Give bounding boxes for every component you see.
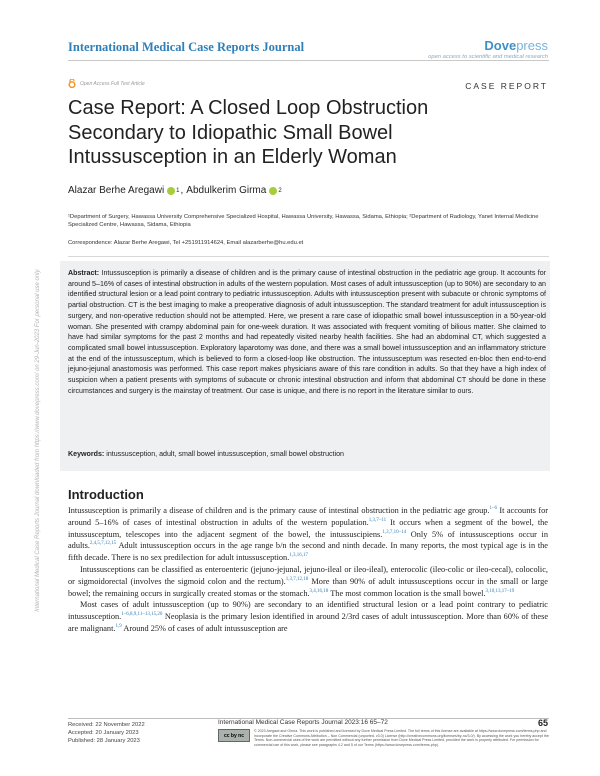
citation-link[interactable]: 1,3,7,10–14 xyxy=(382,529,407,535)
publisher-name-light: press xyxy=(516,38,548,53)
author-list xyxy=(68,185,282,196)
publisher-logo[interactable] xyxy=(428,38,548,60)
header-divider xyxy=(68,60,549,61)
author-1-affiliation: 1 xyxy=(176,187,180,194)
citation-link[interactable]: 1,9 xyxy=(115,624,122,630)
abstract-body: Intussusception is primarily a disease of children and is the primary cause of intestinal obstruction in the pediatric age group. It accounts for around 5–16% of cases of intestinal obstruction in adults of the western population. Most cases of adult intussusception (up to 90%) are secondary to an identified structural lesion or a lead point contrary to pediatric intussusception. Adults with intussusception present with subacute or chronic symptoms of partial obstruction. CT is the best imaging to make a preoperative diagnosis of adult intussusception. The standard treatment for adult intussusception is surgery, and non-operative reduction should not be attempted. Here, we present a rare case of idiopathic small bowel intussusception in a 50-year-old woman. She presented with crampy abdominal pain for one-week duration. It was associated with frequent vomiting of bilious matter. She claimed to have had similar symptoms for the past 2 months and had repeatedly visited nearby health facilities. She had an abdominal CT, which suggested a complicated small bowel intussusception. Exploratory laparotomy was done, and there was a small bowel intussusception and an inflammatory stricture at the end of the intussusceptum, which is believed to form a closed-loop like obstruction. The intussusceptum was resected en-bloc then end-to-end jejuno-jejunal anastomosis was performed. This case report makes physicians aware of this rare condition in adults. So that they have a high index of suspicion when a patient presents with symptoms of subacute or chronic intestinal obstruction and inform that abdominal CT should be done in these circumstances and surgery is the mainstay of treatment. Our case is unique, and there is no report in the literature similar to ours. xyxy=(68,269,546,395)
affiliation-divider xyxy=(68,256,549,257)
section-heading-introduction: Introduction xyxy=(68,487,144,502)
author-1-name[interactable]: Alazar Berhe Aregawi xyxy=(68,185,165,196)
license-text: © 2023 Aregawi and Girma. This work is published and licensed by Dove Medical Press Limited. The full terms of this license are available at https://www.dovepress.com/terms.php and incorporate the Creative Commons Attribution – Non Commercial (unported, v3.0) License (http://creativecommons.org/licenses/by-nc/3.0/). By accessing the work you hereby accept the Terms. Non-commercial uses of the work are permitted without any further permission from Dove Medical Press Limited, provided the work is properly attributed. For permission for commercial use of this work, please see paragraphs 4.2 and 5 of our Terms (https://www.dovepress.com/terms.php). xyxy=(254,729,549,747)
paragraph: Intussusception is primarily a disease of children and is the primary cause of intestinal obstruction in the pediatric age group.$^{1-6}$ It accounts for around 5–16% of cases of intestinal obstruction in adults of the western population.$^{1,3,7-11}$ It occurs when a segment of the bowel, the intussusceptum, telescopes into the adjacent segment of the bowel, the intussuscipiens.$^{1,3,7,10-14}$ Only 5% of intussusceptions occur in adults.$^{2,4,5,7,12,15}$ Adult intussusception occurs in the age range b/n the second and ninth decade. In many reports, the most typical age is in the fifth decade. There is no sex predilection for adult intussusception.$^{1,3,16,17}$ xyxy=(68,506,548,563)
keywords-list: intussusception, adult, small bowel intussusception, small bowel obstruction xyxy=(104,450,344,458)
keywords xyxy=(68,450,546,458)
abstract-label: Abstract: xyxy=(68,269,100,277)
publication-dates xyxy=(68,721,145,746)
open-access-badge xyxy=(68,79,145,88)
published-date: Published: 28 January 2023 xyxy=(68,738,140,745)
citation-link[interactable]: 1–6 xyxy=(489,506,497,512)
open-access-icon xyxy=(68,79,76,88)
citation-link[interactable]: 2,4,5,7,12,15 xyxy=(89,541,117,547)
abstract xyxy=(68,268,546,396)
affiliations: ¹Department of Surgery, Hawassa University Comprehensive Specialized Hospital, Hawassa University, Hawassa, Sidama, Ethiopia; ²Department of Radiology, Yanet Internal Medicine Specialized Centre, Hawassa, Sidama, Ethiopia xyxy=(68,214,539,228)
download-watermark: International Medical Case Reports Journal downloaded from https://www.dovepress.com/ on 29-Jun-2023 For personal use only. xyxy=(35,268,41,612)
paragraph: Intussusceptions can be classified as enteroenteric (jejuno-jejunal, jejuno-ileal or ileo-ileal), enterocolic (ileo-colic or ileo-cecal), colocolic, or sigmoidorectal (involves the sigmoid colon and the rectum).$^{1,3,7,12,18}$ More than 90% of adult intussusceptions occur in the small or large bowel; the remaining occurs in surgically created stomas or the stomach.$^{3,4,16,18}$ The most common location is the small bowel.$^{3,10,13,17-19}$ xyxy=(68,564,548,598)
citation-link[interactable]: 1,3,7,12,18 xyxy=(285,577,309,583)
open-access-label: Open Access Full Text Article xyxy=(80,80,145,87)
paragraph: Most cases of adult intussusception (up to 90%) are secondary to an identified structural lesion or a lead point contrary to pediatric intussusception.$^{1-6,8,9,11-13,15,20}$ Neoplasia is the primary lesion identified in around 2/3rd cases of adult intussusception. More than 60% of these are malignant.$^{1,9}$ Around 25% of cases of adult intussusception are xyxy=(68,600,548,633)
keywords-label: Keywords: xyxy=(68,450,105,458)
orcid-icon[interactable] xyxy=(167,187,175,195)
introduction-body xyxy=(68,505,548,635)
footer-citation: International Medical Case Reports Journal 2023:16 65–72 xyxy=(218,719,388,726)
page-number: 65 xyxy=(537,718,548,728)
correspondence: Correspondence: Alazar Berhe Aregawi, Tel +251911914624, Email alazarberhe@hu.edu.et xyxy=(68,240,304,246)
accepted-date: Accepted: 20 January 2023 xyxy=(68,730,139,737)
article-type-label: CASE REPORT xyxy=(465,81,548,91)
author-2-affiliation: 2 xyxy=(278,187,282,194)
received-date: Received: 22 November 2022 xyxy=(68,722,145,728)
citation-link[interactable]: 3,4,16,18 xyxy=(309,588,329,594)
creative-commons-icon[interactable]: cc by nc xyxy=(218,729,250,742)
orcid-icon[interactable] xyxy=(269,187,277,195)
journal-name[interactable]: International Medical Case Reports Journal xyxy=(68,40,305,54)
publisher-tagline: open access to scientific and medical research xyxy=(428,54,548,60)
license-block xyxy=(218,729,550,747)
author-2-name[interactable]: Abdulkerim Girma xyxy=(186,185,267,196)
citation-link[interactable]: 1,3,7–11 xyxy=(368,518,387,524)
citation-link[interactable]: 3,10,13,17–19 xyxy=(485,588,515,594)
article-title: Case Report: A Closed Loop Obstruction Secondary to Idiopathic Small Bowel Intussusception in an Elderly Woman xyxy=(68,97,429,168)
publisher-name-bold: Dove xyxy=(484,38,517,53)
citation-link[interactable]: 1–6,8,9,11–13,15,20 xyxy=(121,612,163,618)
citation-link[interactable]: 1,3,16,17 xyxy=(289,553,309,559)
author-separator: , xyxy=(180,185,184,196)
